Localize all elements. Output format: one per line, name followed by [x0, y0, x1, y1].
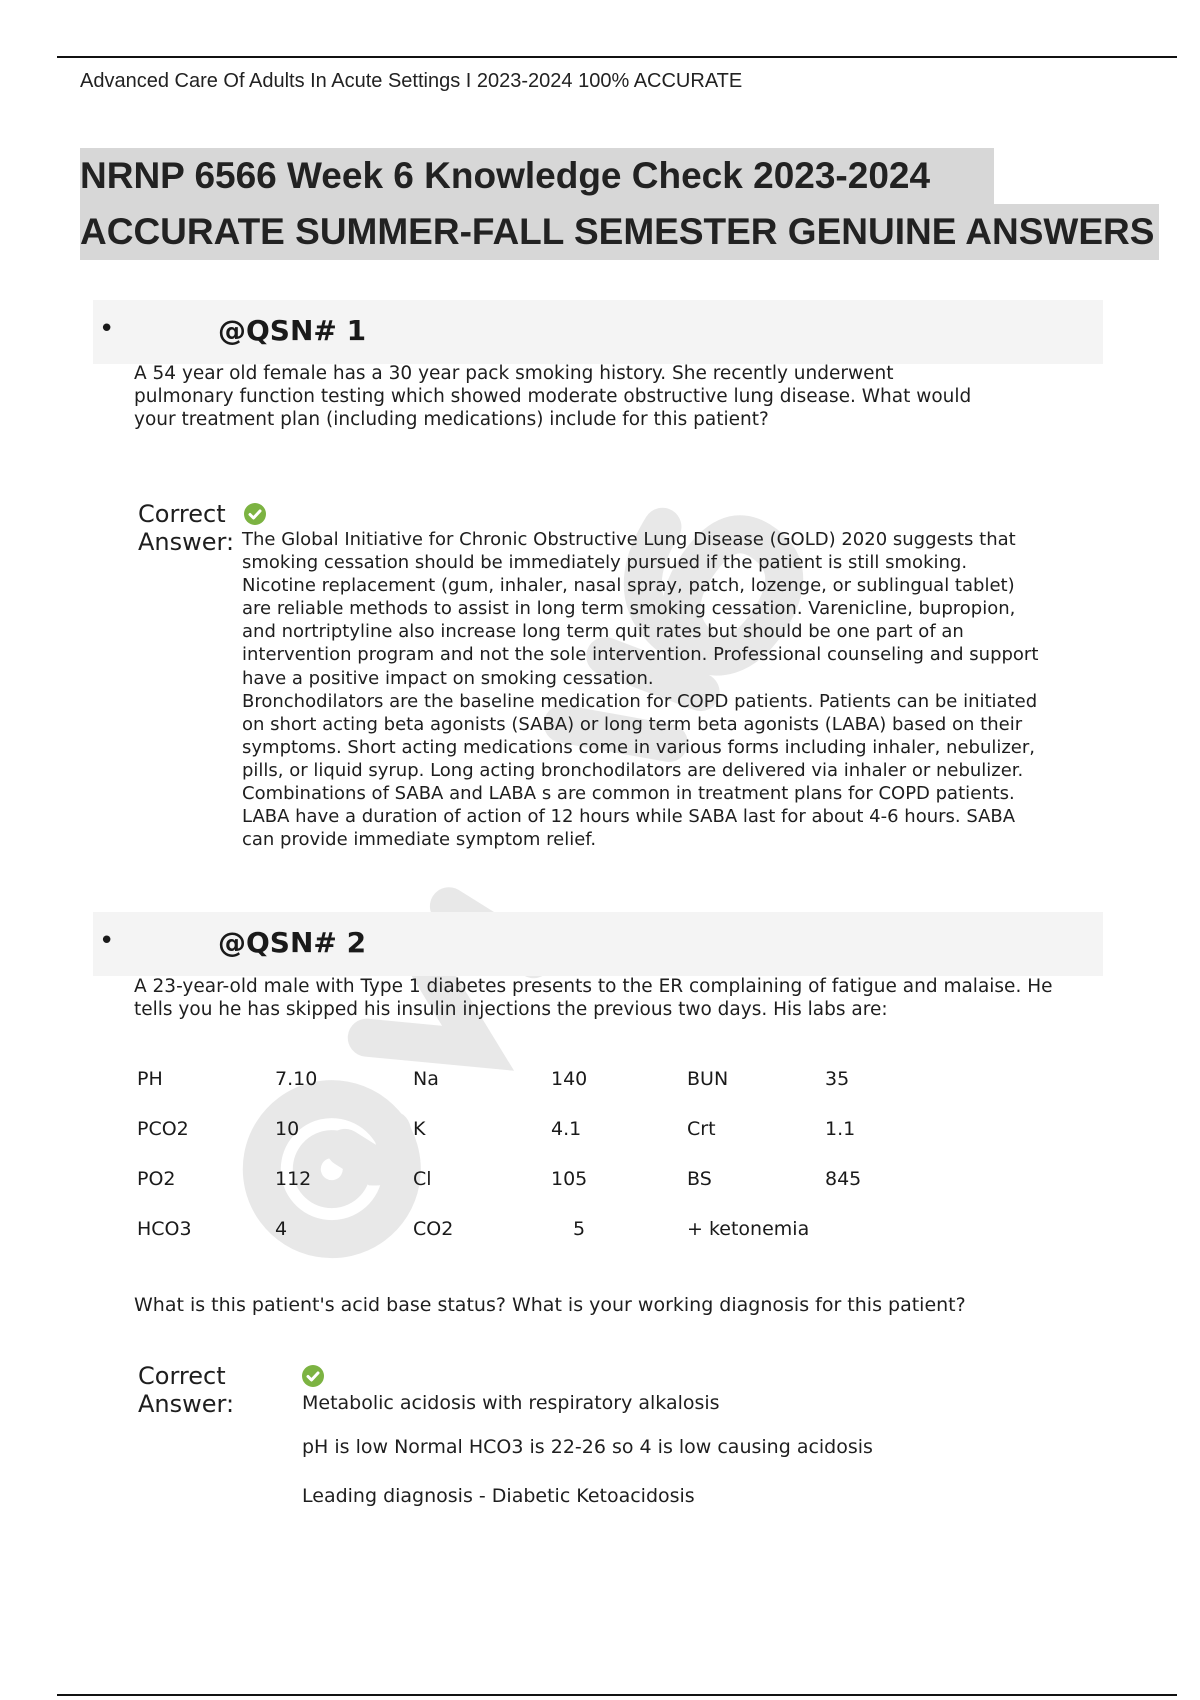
- bullet: •: [99, 314, 115, 344]
- lab-row: [137, 1118, 897, 1168]
- lab-cell: 845: [825, 1168, 862, 1190]
- lab-cell: PH: [137, 1068, 163, 1090]
- top-rule: [57, 56, 1177, 58]
- question-2-answer-line-3: Leading diagnosis - Diabetic Ketoacidosis: [302, 1485, 695, 1507]
- lab-cell: BS: [687, 1168, 712, 1190]
- question-1-header: [93, 300, 1103, 364]
- question-2-answer-line-2: pH is low Normal HCO3 is 22-26 so 4 is low causing acidosis: [302, 1436, 873, 1458]
- lab-cell: HCO3: [137, 1218, 192, 1240]
- lab-cell: 1.1: [825, 1118, 856, 1140]
- lab-cell: K: [413, 1118, 426, 1140]
- lab-cell: 10: [275, 1118, 300, 1140]
- question-2-followup: What is this patient's acid base status? What is your working diagnosis for this patient?: [134, 1294, 966, 1316]
- lab-cell: BUN: [687, 1068, 729, 1090]
- lab-cell: 140: [551, 1068, 588, 1090]
- lab-cell: 7.10: [275, 1068, 318, 1090]
- lab-values-table: [137, 1068, 897, 1268]
- question-1-correct-label: [138, 500, 234, 556]
- question-2-correct-label: [138, 1362, 234, 1418]
- question-2-label: @QSN# 2: [218, 926, 367, 959]
- check-circle-icon: [302, 1365, 324, 1387]
- lab-cell: CO2: [413, 1218, 454, 1240]
- question-1-answer: [242, 528, 1042, 851]
- lab-cell: 4: [275, 1218, 288, 1240]
- answer-word: Answer:: [138, 528, 235, 556]
- document-title-line-2: ACCURATE SUMMER-FALL SEMESTER GENUINE ANSWERS: [80, 204, 1159, 260]
- bottom-rule: [57, 1694, 1177, 1696]
- document-title-line-1: NRNP 6566 Week 6 Knowledge Check 2023-2024: [80, 148, 994, 204]
- lab-row: [137, 1068, 897, 1118]
- question-1-label: @QSN# 1: [218, 314, 367, 347]
- check-circle-icon: [244, 503, 266, 525]
- question-2-header: [93, 912, 1103, 976]
- lab-cell: Na: [413, 1068, 439, 1090]
- lab-cell: Crt: [687, 1118, 716, 1140]
- question-2-text: A 23-year-old male with Type 1 diabetes presents to the ER complaining of fatigue and malaise. He tells you he has skipped his insulin injections the previous two days. His labs are:: [134, 976, 1053, 1020]
- correct-word: Correct: [138, 500, 226, 528]
- lab-cell: PCO2: [137, 1118, 189, 1140]
- lab-cell: + ketonemia: [687, 1218, 810, 1240]
- answer-paragraph: Bronchodilators are the baseline medication for COPD patients. Patients can be initiated on short acting beta agonists (SABA) or long term beta agonists (LABA) based on their symptoms. Short acting medications come in various forms including inhaler, nebulizer, pills, or liquid syrup. Long acting bronchodilators are delivered via inhaler or nebulizer. Combinations of SABA and LABA s are common in treatment plans for COPD patients. LABA have a duration of action of 12 hours while SABA last for about 4-6 hours. SABA can provide immediate symptom relief.: [242, 690, 1038, 851]
- lab-cell: PO2: [137, 1168, 176, 1190]
- lab-cell: 105: [551, 1168, 588, 1190]
- question-1-text: A 54 year old female has a 30 year pack smoking history. She recently underwent pulmonary function testing which showed moderate obstructive lung disease. What would your treatment plan (including medications) include for this patient?: [134, 363, 972, 430]
- lab-row: [137, 1168, 897, 1218]
- course-header: Advanced Care Of Adults In Acute Settings I 2023-2024 100% ACCURATE: [80, 70, 743, 92]
- lab-cell: 4.1: [551, 1118, 582, 1140]
- lab-cell: 35: [825, 1068, 850, 1090]
- answer-paragraph: The Global Initiative for Chronic Obstructive Lung Disease (GOLD) 2020 suggests that smoking cessation should be immediately pursued if the patient is still smoking. Nicotine replacement (gum, inhaler, nasal spray, patch, lozenge, or sublingual tablet) are reliable methods to assist in long term smoking cessation. Varenicline, bupropion, and nortriptyline also increase long term quit rates but should be one part of an intervention program and not the sole intervention. Professional counseling and support have a positive impact on smoking cessation.: [242, 529, 1039, 689]
- question-2-answer-line-1: Metabolic acidosis with respiratory alkalosis: [302, 1392, 720, 1414]
- answer-word: Answer:: [138, 1390, 235, 1418]
- lab-row: [137, 1218, 897, 1268]
- correct-word: Correct: [138, 1362, 226, 1390]
- bullet: •: [99, 926, 115, 956]
- lab-cell: 5: [573, 1218, 586, 1240]
- lab-cell: Cl: [413, 1168, 432, 1190]
- lab-cell: 112: [275, 1168, 312, 1190]
